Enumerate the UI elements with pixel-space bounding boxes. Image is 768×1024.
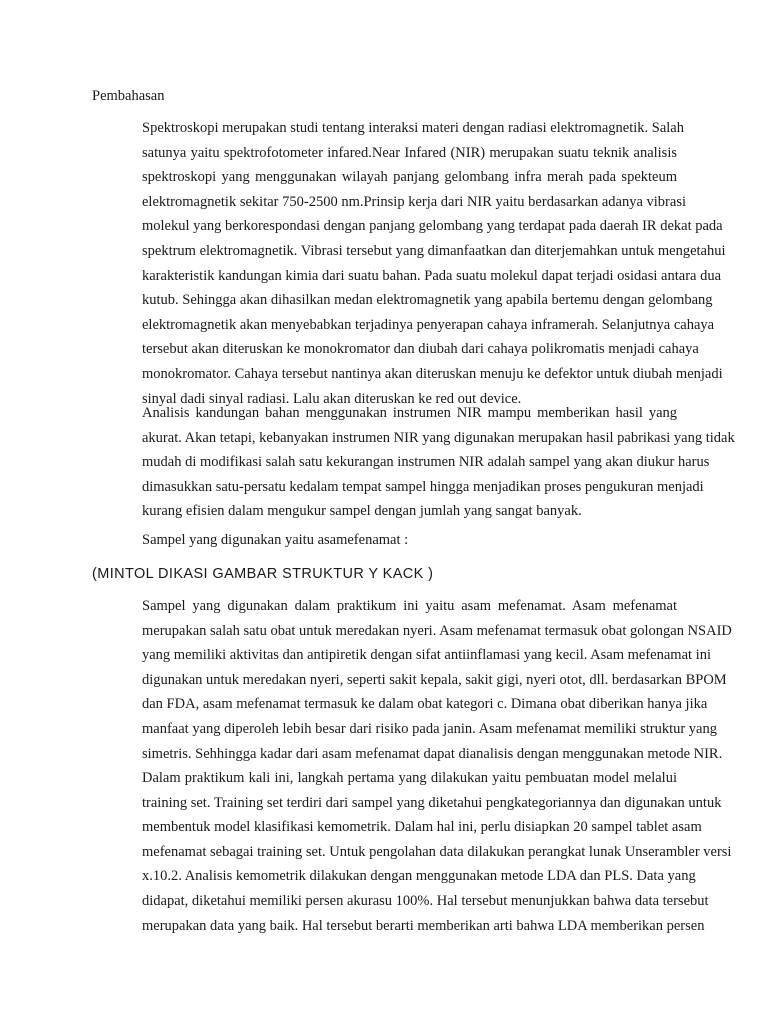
paragraph-analisis xyxy=(92,401,735,524)
text-line: kutub. Sehingga akan dihasilkan medan elektromagnetik yang apabila bertemu dengan gelombang xyxy=(142,292,713,309)
text-line: kurang efisien dalam mengukur sampel dengan jumlah yang sangat banyak. xyxy=(142,503,582,520)
text-line: simetris. Sehhingga kadar dari asam mefenamat dapat dianalisis dengan menggunakan metode NIR. xyxy=(142,745,723,762)
text-line: didapat, diketahui memiliki persen akurasu 100%. Hal tersebut menunjukkan bahwa data tersebut xyxy=(142,892,709,909)
paragraph-asam-mefenamat xyxy=(92,594,732,766)
text-line: molekul yang berkorespondasi dengan panjang gelombang yang terdapat pada daerah IR dekat pada xyxy=(142,218,723,235)
text-line: yang memiliki aktivitas dan antipiretik dengan sifat antiinflamasi yang kecil. Asam mefenamat ini xyxy=(142,647,711,664)
placeholder-note xyxy=(92,562,677,587)
text-line: satunya yaitu spektrofotometer infared.Near Infared (NIR) merupakan suatu teknik analisis xyxy=(142,144,677,161)
paragraph-praktikum xyxy=(92,766,732,938)
text-line: Spektroskopi merupakan studi tentang interaksi materi dengan radiasi elektromagnetik. Salah xyxy=(142,120,684,136)
text-line: tersebut akan diteruskan ke monokromator dan diubah dari cahaya polikromatis menjadi cahaya xyxy=(142,341,699,358)
text-line: (MINTOL DIKASI GAMBAR STRUKTUR Y KACK ) xyxy=(92,566,434,582)
section-heading: Pembahasan xyxy=(92,88,165,104)
text-line: sinyal dadi sinyal radiasi. Lalu akan diteruskan ke red out device. xyxy=(142,390,522,407)
text-line: Sampel yang digunakan dalam praktikum ini yaitu asam mefenamat. Asam mefenamat xyxy=(142,598,677,614)
text-line: elektromagnetik akan menyebabkan terjadinya penyerapan cahaya inframerah. Selanjutnya cahaya xyxy=(142,316,715,333)
text-line: digunakan untuk meredakan nyeri, seperti sakit kepala, sakit gigi, nyeri otot, dll. berdasarkan BPOM xyxy=(142,671,727,688)
text-line: spektrum elektromagnetik. Vibrasi tersebut yang dimanfaatkan dan diterjemahkan untuk mengetahui xyxy=(142,242,726,259)
text-line: karakteristik kandungan kimia dari suatu bahan. Pada suatu molekul dapat terjadi osidasi antara dua xyxy=(142,267,722,284)
text-line: mudah di modifikasi salah satu kekurangan instrumen NIR adalah sampel yang akan diukur harus xyxy=(142,454,710,471)
text-line: manfaat yang diperoleh lebih besar dari risiko pada janin. Asam mefenamat memiliki struktur yang xyxy=(142,720,717,737)
text-line: spektroskopi yang menggunakan wilayah panjang gelombang infra merah pada spekteum xyxy=(142,169,677,186)
paragraph-spektroskopi xyxy=(92,116,726,411)
text-line: mefenamat sebagai training set. Untuk pengolahan data dilakukan perangkat lunak Unserambler versi xyxy=(142,843,732,860)
text-line: akurat. Akan tetapi, kebanyakan instrumen NIR yang digunakan merupakan hasil pabrikasi yang tidak xyxy=(142,429,735,446)
text-line: training set. Training set terdiri dari sampel yang diketahui pengkategoriannya dan digunakan untuk xyxy=(142,794,722,811)
text-line: Dalam praktikum kali ini, langkah pertama yang dilakukan yaitu pembuatan model melalui xyxy=(142,770,677,786)
text-line: Sampel yang digunakan yaitu asamefenamat : xyxy=(142,532,409,548)
text-line: x.10.2. Analisis kemometrik dilakukan dengan menggunakan metode LDA dan PLS. Data yang xyxy=(142,868,696,885)
text-line: merupakan data yang baik. Hal tersebut berarti memberikan arti bahwa LDA memberikan persen xyxy=(142,917,705,934)
text-line: Analisis kandungan bahan menggunakan instrumen NIR mampu memberikan hasil yang xyxy=(142,405,677,421)
text-line: dan FDA, asam mefenamat termasuk ke dalam obat kategori c. Dimana obat diberikan hanya jika xyxy=(142,696,708,713)
text-line: elektromagnetik sekitar 750-2500 nm.Prinsip kerja dari NIR yaitu berdasarkan adanya vibrasi xyxy=(142,193,686,210)
text-line: merupakan salah satu obat untuk meredakan nyeri. Asam mefenamat termasuk obat golongan NSAID xyxy=(142,622,732,639)
text-line: monokromator. Cahaya tersebut nantinya akan diteruskan menuju ke defektor untuk diubah menjadi xyxy=(142,365,723,382)
text-line: dimasukkan satu-persatu kedalam tempat sampel hingga menjadikan proses pengukuran menjadi xyxy=(142,478,704,495)
paragraph-sampel-intro xyxy=(92,528,677,553)
text-line: membentuk model klasifikasi kemometrik. Dalam hal ini, perlu disiapkan 20 sampel tablet asam xyxy=(142,819,702,836)
